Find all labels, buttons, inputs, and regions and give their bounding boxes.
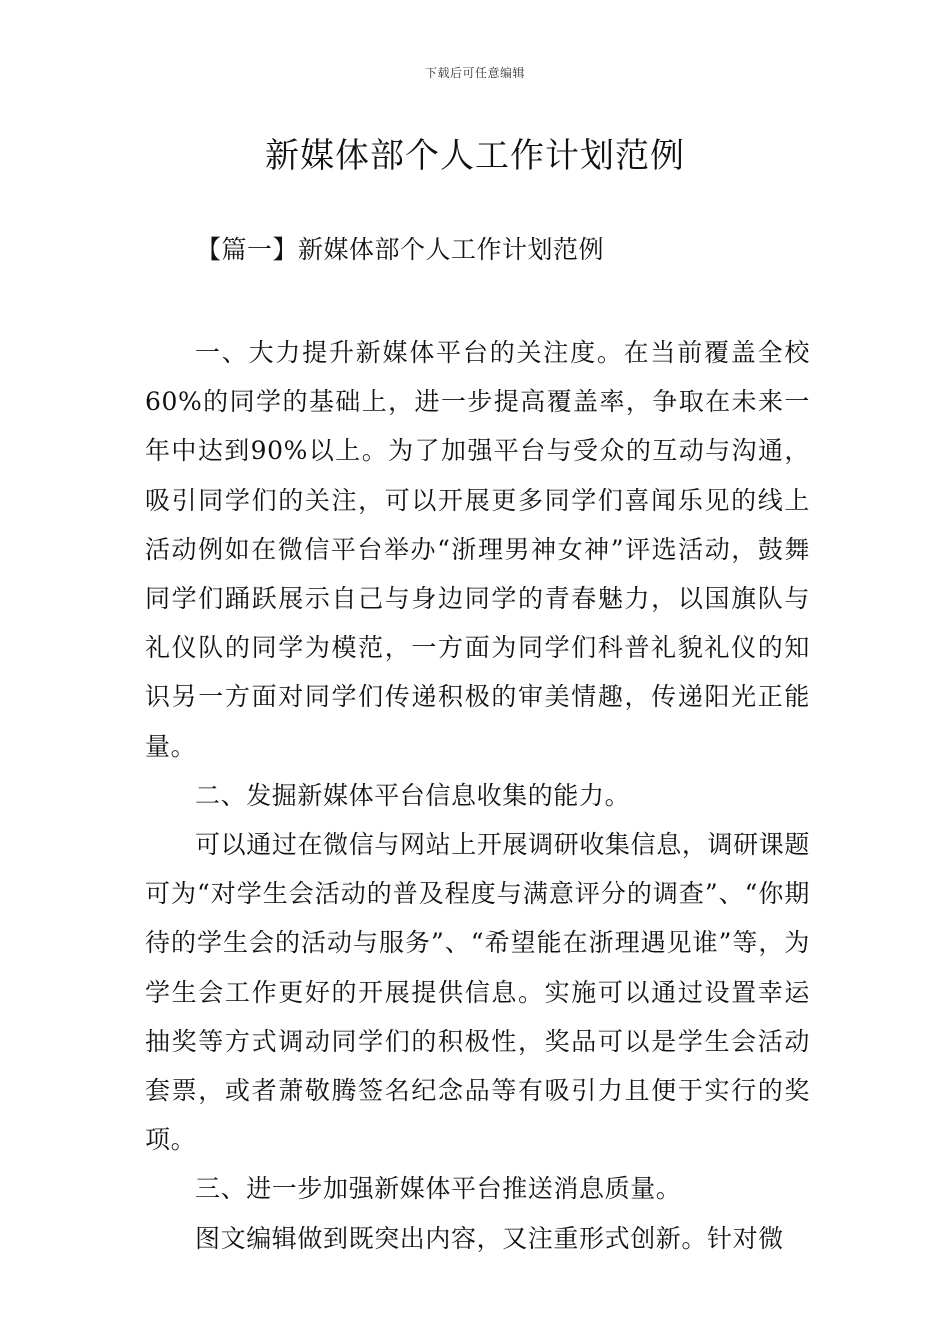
document-body	[145, 328, 810, 1263]
section-heading: 【篇一】新媒体部个人工作计划范例	[196, 235, 605, 264]
paragraph-5: 图文编辑做到既突出内容，又注重形式创新。针对微	[195, 1223, 784, 1253]
paragraph-4: 三、进一步加强新媒体平台推送消息质量。	[195, 1174, 682, 1204]
document-title: 新媒体部个人工作计划范例	[265, 136, 685, 176]
paragraph-2: 二、发掘新媒体平台信息收集的能力。	[195, 780, 631, 810]
paragraph-3: 可以通过在微信与网站上开展调研收集信息，调研课题可为“对学生会活动的普及程度与满意评分的调查”、“你期待的学生会的活动与服务”、“希望能在浙理遇见谁”等，为学生会工作更好的开展提供信息。实施可以通过设置幸运抽奖等方式调动同学们的积极性，奖品可以是学生会活动套票，或者萧敬腾签名纪念品等有吸引力且便于实行的奖项。	[145, 830, 810, 1155]
header-note: 下载后可任意编辑	[424, 66, 525, 80]
paragraph-1: 一、大力提升新媒体平台的关注度。在当前覆盖全校60%的同学的基础上，进一步提高覆盖率，争取在未来一年中达到90%以上。为了加强平台与受众的互动与沟通，吸引同学们的关注，可以开展更多同学们喜闻乐见的线上活动例如在微信平台举办“浙理男神女神”评选活动，鼓舞同学们踊跃展示自己与身边同学的青春魅力，以国旗队与礼仪队的同学为模范，一方面为同学们科普礼貌礼仪的知识另一方面对同学们传递积极的审美情趣，传递阳光正能量。	[145, 338, 810, 761]
